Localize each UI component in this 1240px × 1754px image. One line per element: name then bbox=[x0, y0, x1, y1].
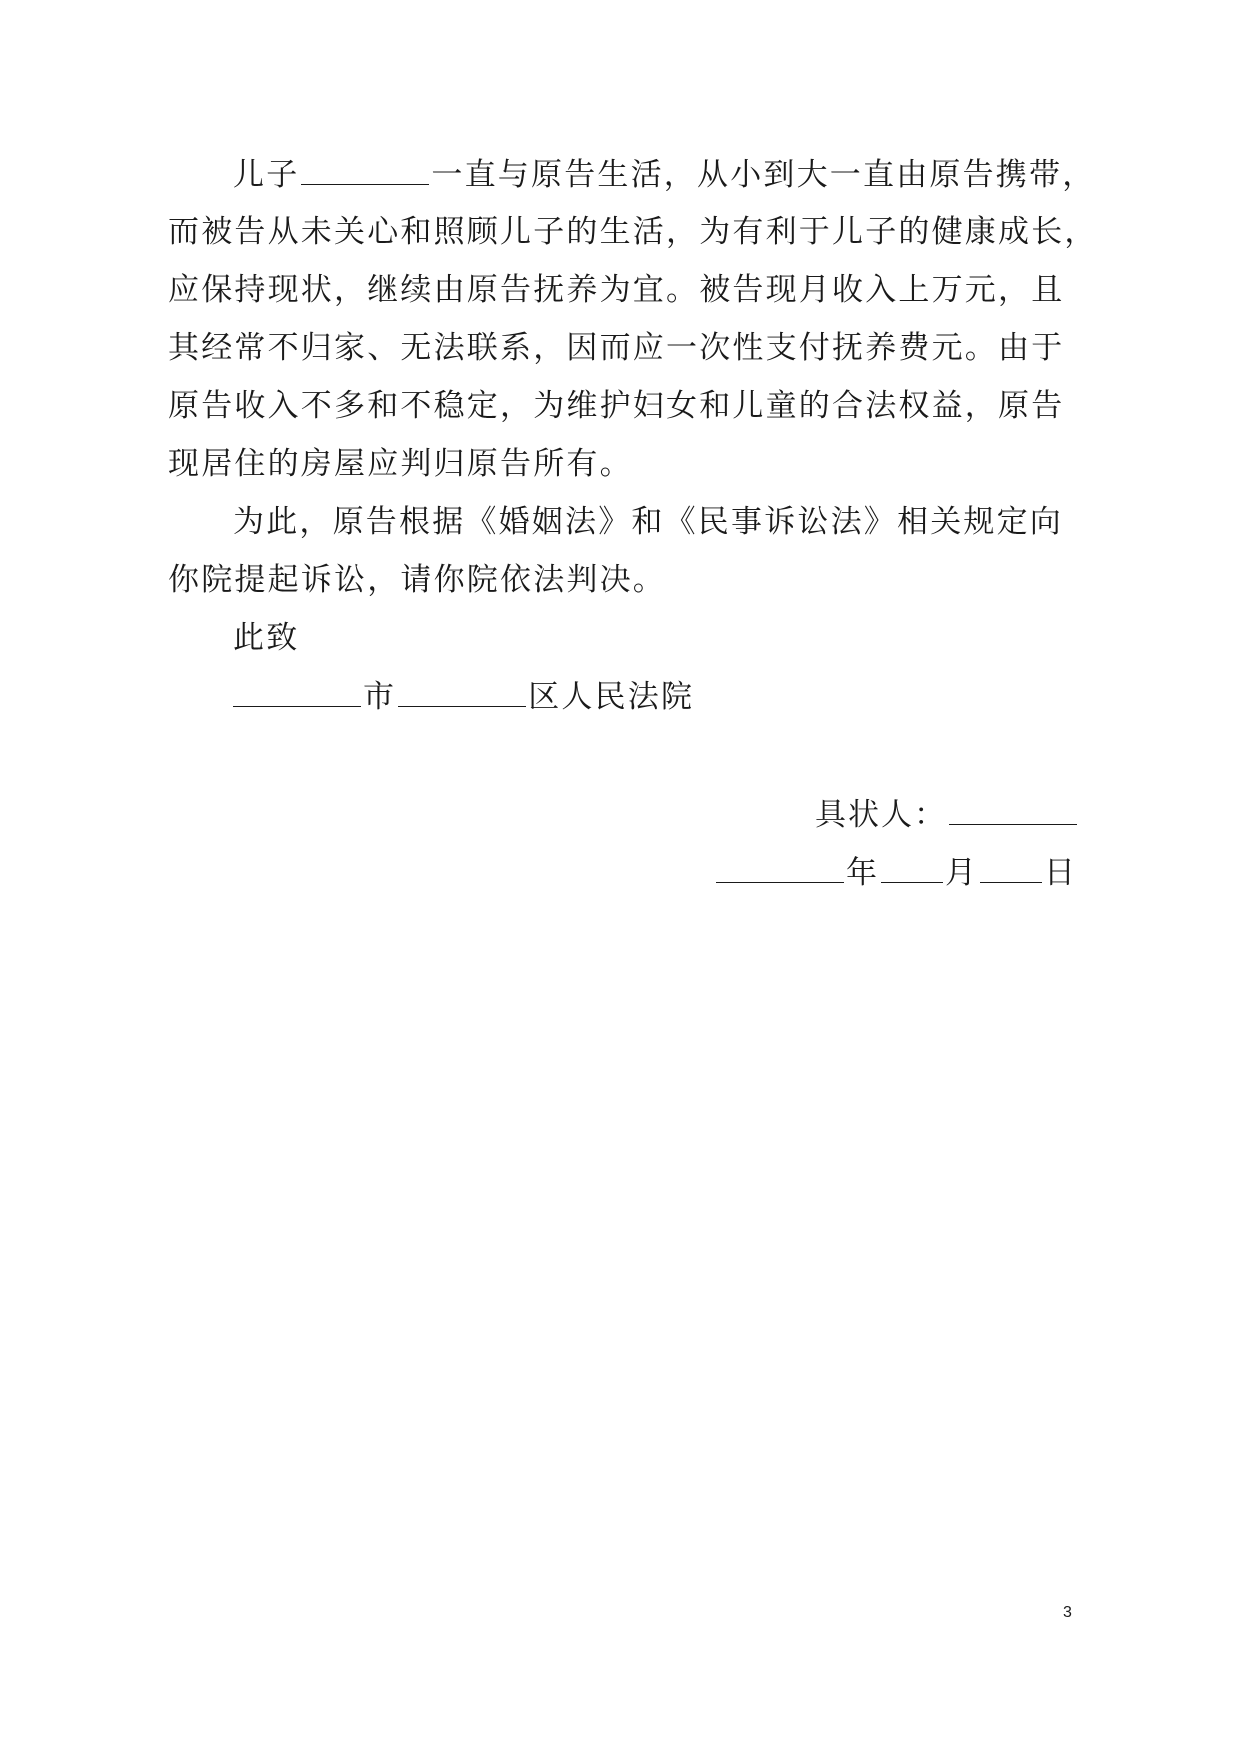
signer-name-blank bbox=[949, 794, 1077, 825]
salutation: 此致 bbox=[233, 620, 300, 656]
day-blank bbox=[980, 852, 1042, 883]
signer-label: 具状人： bbox=[815, 797, 947, 833]
text-day: 日 bbox=[1044, 855, 1077, 891]
text-court: 区人民法院 bbox=[528, 679, 695, 715]
son-name-blank bbox=[301, 154, 429, 185]
page-number: 3 bbox=[1063, 1604, 1072, 1621]
date-line bbox=[714, 852, 1077, 893]
text-son: 儿子 bbox=[233, 157, 300, 193]
signature-line bbox=[815, 794, 1077, 835]
paragraph1-line3: 应保持现状，继续由原告抚养为宜。被告现月收入上万元，且 bbox=[168, 272, 1065, 308]
text-city: 市 bbox=[363, 679, 397, 715]
court-address-line bbox=[233, 676, 694, 717]
city-blank bbox=[233, 676, 361, 707]
month-blank bbox=[881, 852, 943, 883]
paragraph1-line6: 现居住的房屋应判归原告所有。 bbox=[168, 446, 633, 482]
paragraph2-line2: 你院提起诉讼，请你院依法判决。 bbox=[168, 562, 666, 598]
paragraph1-line2: 而被告从未关心和照顾儿子的生活，为有利于儿子的健康成长， bbox=[168, 214, 1098, 250]
district-blank bbox=[398, 676, 526, 707]
year-blank bbox=[716, 852, 844, 883]
paragraph1-line1 bbox=[233, 154, 1095, 195]
text-month: 月 bbox=[945, 855, 978, 891]
text-line1-rest: 一直与原告生活，从小到大一直由原告携带， bbox=[431, 157, 1096, 193]
paragraph2-line1: 为此，原告根据《婚姻法》和《民事诉讼法》相关规定向 bbox=[233, 504, 1063, 540]
text-year: 年 bbox=[846, 855, 879, 891]
paragraph1-line4: 其经常不归家、无法联系，因而应一次性支付抚养费元。由于 bbox=[168, 330, 1065, 366]
paragraph1-line5: 原告收入不多和不稳定，为维护妇女和儿童的合法权益，原告 bbox=[168, 388, 1065, 424]
